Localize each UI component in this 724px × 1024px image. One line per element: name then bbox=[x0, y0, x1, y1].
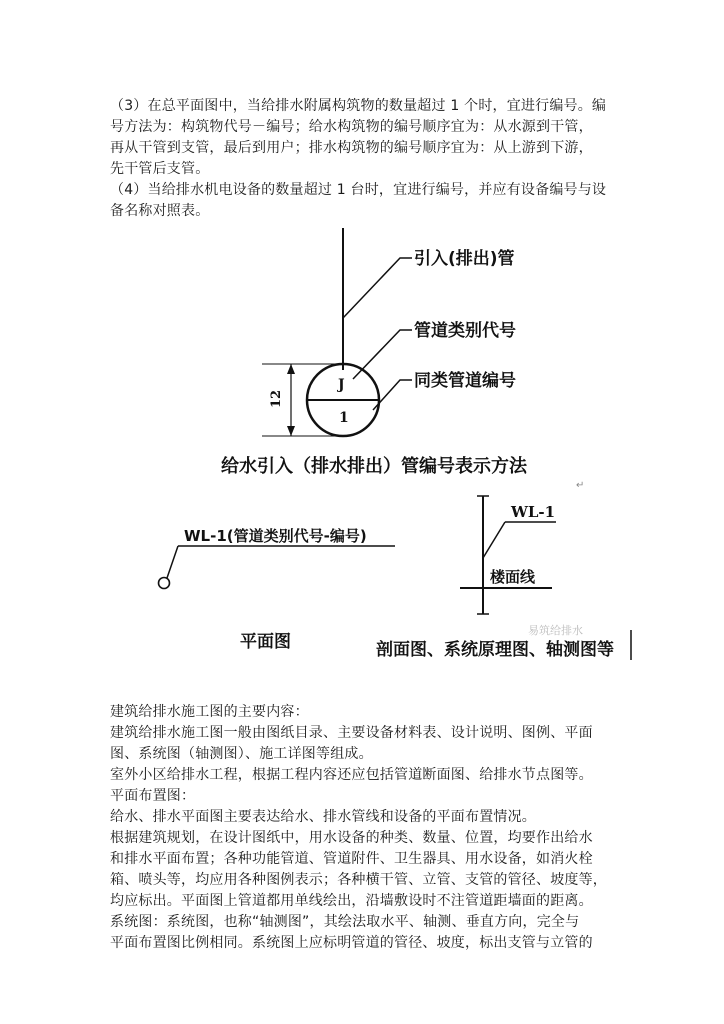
figure-section-view bbox=[376, 496, 631, 660]
circle-bottom-number: 1 bbox=[339, 410, 349, 426]
text-line: 图、系统图（轴测图）、施工详图等组成。 bbox=[110, 746, 373, 762]
text-line: 建筑给排水施工图的主要内容： bbox=[110, 704, 309, 720]
text-line: 给水、排水平面图主要表达给水、排水管线和设备的平面布置情况。 bbox=[110, 809, 536, 825]
plan-caption: 平面图 bbox=[240, 632, 291, 652]
text-line: 均应标出。平面图上管道都用单线绘出，沿墙敷设时不注管道距墙面的距离。 bbox=[110, 893, 593, 909]
text-line: 再从干管到支管，最后到用户；排水构筑物的编号顺序宜为：从上游到下游， bbox=[110, 140, 593, 156]
leader-category bbox=[353, 330, 412, 379]
section-leader-line bbox=[483, 522, 505, 558]
figure1-caption: 给水引入（排水排出）管编号表示方法 bbox=[221, 456, 527, 477]
text-line: 和排水平面布置；各种功能管道、管道附件、卫生器具、用水设备，如消火栓 bbox=[110, 851, 593, 867]
return-mark: ↵ bbox=[576, 480, 585, 491]
label-pipe: 引入(排出)管 bbox=[414, 249, 515, 269]
floor-label: 楼面线 bbox=[490, 568, 536, 586]
text-line: 平面布置图： bbox=[110, 788, 196, 804]
label-number: 同类管道编号 bbox=[414, 371, 516, 391]
dimension-arrow-down bbox=[287, 426, 295, 436]
plan-leader-line bbox=[167, 546, 178, 578]
dimension-arrow-up bbox=[287, 364, 295, 374]
text-line: 系统图：系统图，也称“轴测图”，其绘法取水平、轴测、垂直方向，完全与 bbox=[110, 914, 580, 930]
bottom-paragraph bbox=[110, 702, 620, 954]
plan-pipe-circle bbox=[159, 578, 170, 589]
text-line: 备名称对照表。 bbox=[110, 203, 210, 219]
watermark: 易筑给排水 bbox=[528, 624, 583, 637]
text-line: 先干管后支管。 bbox=[110, 161, 210, 177]
text-line: 号方法为：构筑物代号－编号；给水构筑物的编号顺序宜为：从水源到干管， bbox=[110, 119, 593, 135]
label-category: 管道类别代号 bbox=[414, 321, 516, 341]
text-line: 平面布置图比例相同。系统图上应标明管道的管径、坡度，标出支管与立管的 bbox=[110, 935, 593, 951]
text-line: 室外小区给排水工程，根据工程内容还应包括管道断面图、给排水节点图等。 bbox=[110, 767, 593, 783]
dimension-value: 12 bbox=[269, 389, 284, 408]
circle-top-letter: J bbox=[338, 377, 345, 393]
section-label: WL-1 bbox=[511, 503, 556, 521]
text-line: 箱、喷头等，均应用各种图例表示；各种横干管、立管、支管的管径、坡度等， bbox=[110, 872, 607, 888]
section-caption: 剖面图、系统原理图、轴测图等 bbox=[376, 640, 614, 660]
text-line: 建筑给排水施工图一般由图纸目录、主要设备材料表、设计说明、图例、平面 bbox=[110, 725, 593, 741]
figure-pipe-number-symbol bbox=[221, 228, 584, 491]
figure-plan-view bbox=[159, 527, 396, 652]
text-line: （3）在总平面图中，当给排水附属构筑物的数量超过 1 个时，宜进行编号。编 bbox=[110, 98, 607, 114]
text-line: （4）当给排水机电设备的数量超过 1 台时，宜进行编号，并应有设备编号与设 bbox=[110, 182, 607, 198]
plan-label: WL-1(管道类别代号-编号) bbox=[184, 527, 367, 545]
text-line: 根据建筑规划，在设计图纸中，用水设备的种类、数量、位置，均要作出给水 bbox=[110, 830, 593, 846]
leader-pipe bbox=[343, 258, 412, 318]
